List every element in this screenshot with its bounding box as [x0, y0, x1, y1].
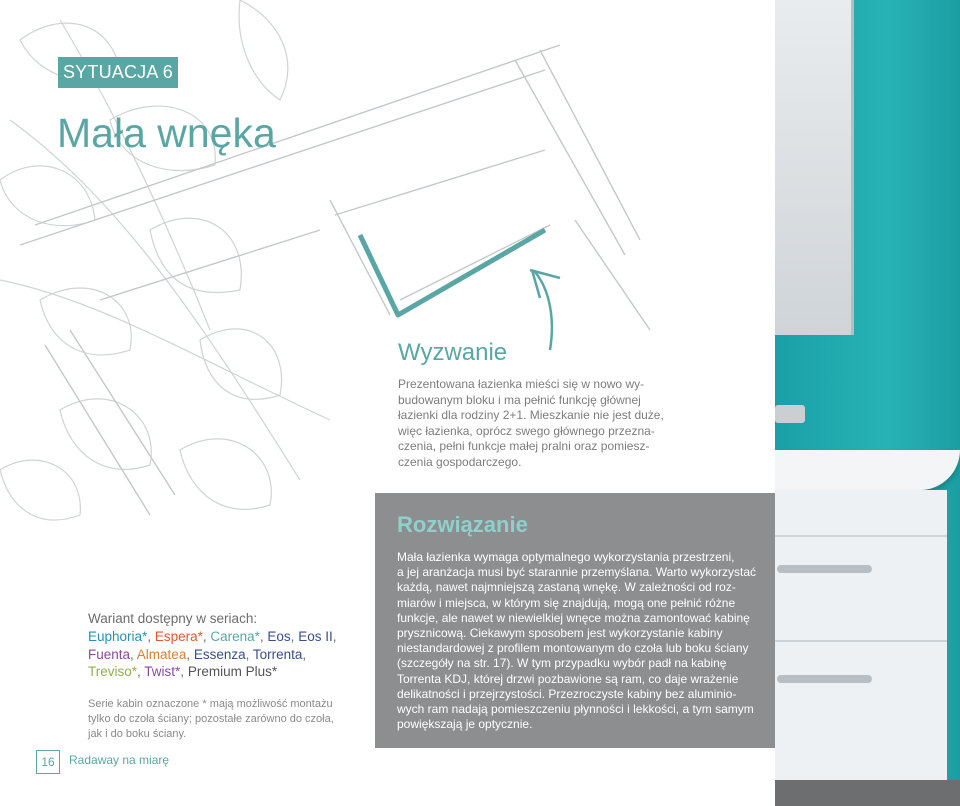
cabinet-drawer [775, 640, 947, 642]
separator: , [202, 629, 211, 644]
footer-label: Radaway na miarę [69, 753, 170, 767]
separator: , [259, 629, 268, 644]
solution-heading: Rozwiązanie [397, 512, 528, 537]
solution-text [397, 550, 759, 732]
series-name: Eos [267, 629, 291, 644]
vanity-cabinet [775, 490, 947, 780]
series-name: Treviso* [88, 664, 138, 679]
solution-line: funkcje, ale nawet w niewielkiej wnęce można zamontować kabinę [397, 610, 750, 625]
arrow-icon [530, 270, 560, 350]
challenge-line: budowanym bloku i ma pełnić funkcję głównej [398, 392, 641, 407]
mirror [775, 0, 854, 335]
series-line [88, 628, 358, 646]
situation-badge: SYTUACJA 6 [58, 57, 178, 88]
series-name: Essenza [193, 646, 246, 662]
note-line: tylko do czoła ściany; pozostałe zarówno do czoła, [88, 712, 334, 725]
variants-block [88, 610, 358, 742]
variants-lead: Wariant dostępny w seriach: [88, 611, 258, 626]
separator: , [137, 664, 145, 679]
series-name: Carena* [210, 629, 260, 644]
faucet [775, 405, 805, 423]
page-title: Mała wnęka [57, 110, 276, 156]
challenge-line: czenia gospodarczego. [398, 454, 522, 469]
solution-line: każdą, nawet najmniejszą zastaną wnękę. W zależności od roz- [397, 580, 736, 595]
separator: , [147, 629, 155, 644]
series-name: Torrenta [252, 646, 303, 662]
solution-line: Torrenta KDJ, której drzwi pozbawione są ram, co daje wrażenie [397, 671, 739, 686]
floor [775, 780, 960, 806]
solution-line: a jej aranżacja musi być starannie przemyślana. Warto wykorzystać [397, 565, 757, 580]
solution-line: powiększają je optycznie. [397, 717, 533, 732]
bathroom-photo [775, 0, 960, 806]
solution-line: wych ram nadają pomieszczeniu płynności i lekkości, a tym samym [397, 702, 754, 717]
solution-line: (szczegóły na str. 17). W tym przypadku wybór padł na kabinę [397, 656, 727, 671]
series-list [88, 628, 358, 681]
page-number: 16 [36, 750, 60, 774]
separator: , [245, 646, 253, 662]
solution-line: miarów i miejsca, w którym się znajdują, mogą one pełnić różne [397, 595, 736, 610]
series-line [88, 646, 358, 664]
series-name: Almatea [136, 646, 187, 662]
challenge-line: Prezentowana łazienka mieści się w nowo wy- [398, 377, 645, 391]
series-line [88, 663, 358, 681]
separator: , [332, 629, 337, 644]
separator: , [290, 629, 299, 644]
challenge-heading: Wyzwanie [398, 339, 508, 366]
separator: , [186, 646, 194, 662]
solution-line: niestandardowej z profilem montowanym do czoła lub boku ściany [397, 641, 749, 656]
series-name: Euphoria* [88, 629, 148, 644]
challenge-line: czenia, pełni funkcje małej pralni oraz pomiesz- [398, 439, 650, 453]
solution-line: Mała łazienka wymaga optymalnego wykorzystania przestrzeni, [397, 550, 735, 564]
note-line: jak i do boku ściany. [88, 727, 187, 740]
solution-line: delikatności i przejrzystości. Przezroczyste kabiny bez aluminio- [397, 686, 737, 701]
challenge-line: łazienki dla rodziny 2+1. Mieszkanie nie jest duże, [398, 408, 664, 422]
series-name: Twist* [144, 664, 181, 679]
challenge-text [398, 377, 688, 470]
note-line: Serie kabin oznaczone * mają możliwość montażu [88, 697, 333, 710]
series-name: Premium Plus* [187, 664, 278, 679]
solution-line: prysznicową. Ciekawym sposobem jest wykorzystanie kabiny [397, 626, 723, 641]
challenge-line: więc łazienka, oprócz swego głównego przezna- [398, 423, 655, 438]
solution-box [375, 493, 775, 748]
drawer-handle [777, 565, 872, 573]
washbasin [775, 450, 960, 490]
separator: , [130, 646, 137, 662]
niche-outline [360, 230, 545, 315]
drawer-handle [777, 675, 872, 683]
series-name: Eos II [298, 629, 333, 644]
separator: , [302, 646, 307, 662]
series-name: Fuenta [88, 646, 131, 662]
series-name: Espera* [154, 629, 203, 644]
separator: , [180, 664, 188, 679]
cabinet-drawer [775, 535, 947, 537]
series-note [88, 697, 343, 742]
